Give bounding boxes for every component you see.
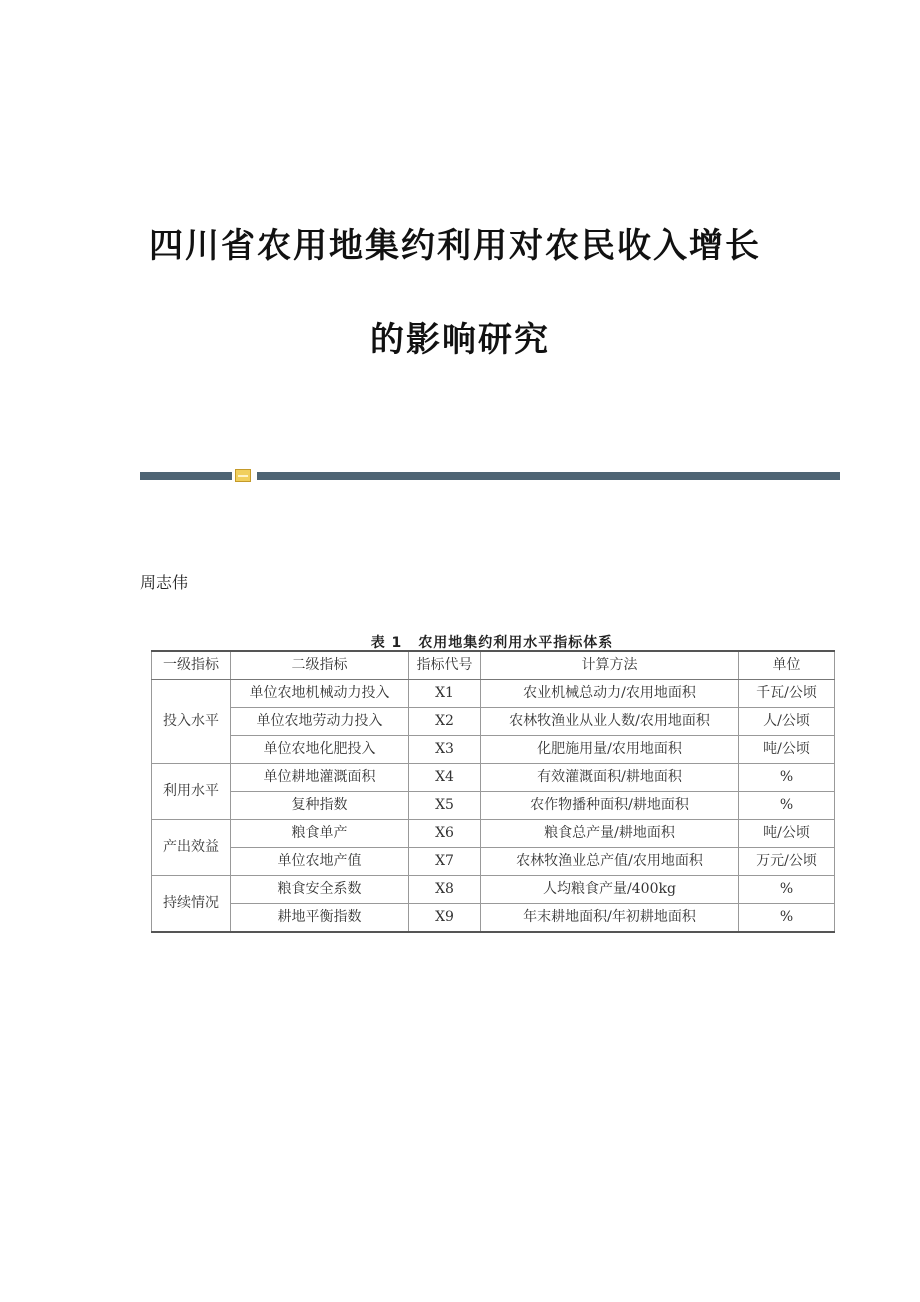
method-cell: 年末耕地面积/年初耕地面积 [481,904,739,933]
unit-cell: 万元/公顷 [739,848,835,876]
table-row [152,876,835,904]
table-row [152,904,835,933]
title-divider-left [140,472,232,480]
method-cell: 粮食总产量/耕地面积 [481,820,739,848]
table-row [152,792,835,820]
indicator-cell: 单位农地劳动力投入 [231,708,409,736]
method-cell: 有效灌溉面积/耕地面积 [481,764,739,792]
indicator-cell: 单位农地机械动力投入 [231,680,409,708]
table-caption-number: 表 1 [370,635,403,651]
table-row [152,764,835,792]
header-unit: 单位 [739,651,835,680]
method-cell: 农业机械总动力/农用地面积 [481,680,739,708]
table-caption [150,632,834,652]
code-cell: X2 [409,708,481,736]
indicator-cell: 粮食单产 [231,820,409,848]
author-name: 周志伟 [140,573,189,592]
envelope-ornament-icon [235,469,251,482]
code-cell: X9 [409,904,481,933]
document-title-line-1: 四川省农用地集约利用对农民收入增长 [149,226,761,266]
header-secondary-indicator: 二级指标 [231,651,409,680]
table-row [152,708,835,736]
header-primary-indicator: 一级指标 [152,651,231,680]
unit-cell: % [739,904,835,933]
unit-cell: % [739,792,835,820]
method-cell: 农林牧渔业从业人数/农用地面积 [481,708,739,736]
header-indicator-code: 指标代号 [409,651,481,680]
indicator-cell: 耕地平衡指数 [231,904,409,933]
method-cell: 人均粮食产量/400kg [481,876,739,904]
table-row [152,736,835,764]
indicator-cell: 单位农地产值 [231,848,409,876]
title-divider-right [257,472,840,480]
method-cell: 农林牧渔业总产值/农用地面积 [481,848,739,876]
group-cell: 持续情况 [152,876,231,933]
code-cell: X6 [409,820,481,848]
unit-cell: % [739,764,835,792]
table-row [152,680,835,708]
code-cell: X8 [409,876,481,904]
unit-cell: % [739,876,835,904]
unit-cell: 千瓦/公顷 [739,680,835,708]
code-cell: X4 [409,764,481,792]
group-cell: 利用水平 [152,764,231,820]
unit-cell: 吨/公顷 [739,736,835,764]
code-cell: X3 [409,736,481,764]
code-cell: X7 [409,848,481,876]
indicator-cell: 复种指数 [231,792,409,820]
table-row [152,820,835,848]
code-cell: X5 [409,792,481,820]
code-cell: X1 [409,680,481,708]
group-cell: 产出效益 [152,820,231,876]
unit-cell: 吨/公顷 [739,820,835,848]
indicator-table [151,650,835,933]
indicator-cell: 单位农地化肥投入 [231,736,409,764]
indicator-cell: 粮食安全系数 [231,876,409,904]
unit-cell: 人/公顷 [739,708,835,736]
method-cell: 化肥施用量/农用地面积 [481,736,739,764]
group-cell: 投入水平 [152,680,231,764]
table-row [152,848,835,876]
table-header-row [152,651,835,680]
header-calculation-method: 计算方法 [481,651,739,680]
document-title-line-2: 的影响研究 [370,320,550,360]
indicator-cell: 单位耕地灌溉面积 [231,764,409,792]
table-caption-text: 农用地集约利用水平指标体系 [418,635,614,651]
method-cell: 农作物播种面积/耕地面积 [481,792,739,820]
